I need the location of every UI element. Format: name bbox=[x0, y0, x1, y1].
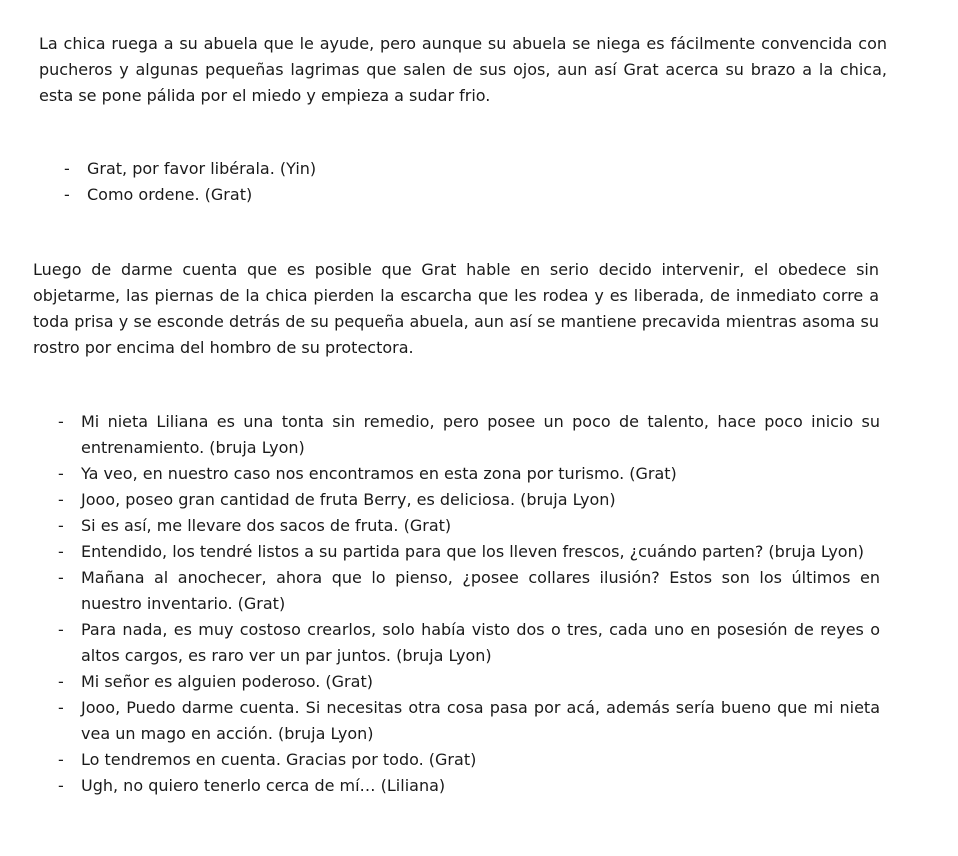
dialog-line bbox=[56, 461, 880, 487]
dialog-line bbox=[60, 156, 360, 182]
bullet-dash: - bbox=[58, 464, 64, 483]
dialog-text: Como ordene. (Grat) bbox=[87, 185, 253, 204]
dialog-line bbox=[56, 747, 880, 773]
dialog-line bbox=[56, 669, 880, 695]
bullet-dash: - bbox=[58, 516, 64, 535]
dialog-text: Ya veo, en nuestro caso nos encontramos en esta zona por turismo. (Grat) bbox=[81, 464, 677, 483]
bullet-dash: - bbox=[58, 412, 64, 431]
dialog-line bbox=[56, 773, 880, 799]
dialog-text: Mi nieta Liliana es una tonta sin remedio, pero posee un poco de talento, hace poco inicio su entrenamiento. (bruja Lyon) bbox=[81, 412, 880, 457]
dialog-list-2 bbox=[56, 409, 880, 799]
dialog-text: Jooo, poseo gran cantidad de fruta Berry, es deliciosa. (bruja Lyon) bbox=[81, 490, 616, 509]
dialog-text: Mi señor es alguien poderoso. (Grat) bbox=[81, 672, 373, 691]
bullet-dash: - bbox=[58, 568, 64, 587]
bullet-dash: - bbox=[58, 776, 64, 795]
dialog-text: Si es así, me llevare dos sacos de fruta. (Grat) bbox=[81, 516, 452, 535]
dialog-text: Jooo, Puedo darme cuenta. Si necesitas otra cosa pasa por acá, además sería bueno que mi nieta vea un mago en acción. (bruja Lyon) bbox=[81, 698, 880, 743]
dialog-line bbox=[56, 487, 880, 513]
bullet-dash: - bbox=[58, 672, 64, 691]
dialog-list-1 bbox=[60, 156, 360, 208]
paragraph-narration: Luego de darme cuenta que es posible que Grat hable en serio decido intervenir, el obedece sin objetarme, las piernas de la chica pierden la escarcha que les rodea y es liberada, de inmediato corre a toda prisa y se esconde detrás de su pequeña abuela, aun así se mantiene precavida mientras asoma su rostro por encima del hombro de su protectora. bbox=[33, 260, 879, 357]
dialog-text: Ugh, no quiero tenerlo cerca de mí… (Liliana) bbox=[81, 776, 446, 795]
bullet-dash: - bbox=[64, 159, 70, 178]
dialog-text: Lo tendremos en cuenta. Gracias por todo. (Grat) bbox=[81, 750, 477, 769]
dialog-text: Grat, por favor libérala. (Yin) bbox=[87, 159, 317, 178]
bullet-dash: - bbox=[58, 750, 64, 769]
dialog-line bbox=[56, 409, 880, 461]
dialog-line bbox=[56, 695, 880, 747]
bullet-dash: - bbox=[58, 542, 64, 561]
bullet-dash: - bbox=[64, 185, 70, 204]
bullet-dash: - bbox=[58, 698, 64, 717]
dialog-line bbox=[56, 617, 880, 669]
dialog-line bbox=[60, 182, 360, 208]
bullet-dash: - bbox=[58, 620, 64, 639]
dialog-text: Mañana al anochecer, ahora que lo pienso, ¿posee collares ilusión? Estos son los últimos en nuestro inventario. (Grat) bbox=[81, 568, 880, 613]
bullet-dash: - bbox=[58, 490, 64, 509]
dialog-text: Entendido, los tendré listos a su partida para que los lleven frescos, ¿cuándo parten? (bruja Lyon) bbox=[81, 542, 864, 561]
dialog-text: Para nada, es muy costoso crearlos, solo había visto dos o tres, cada uno en posesión de reyes o altos cargos, es raro ver un par juntos. (bruja Lyon) bbox=[81, 620, 880, 665]
dialog-line bbox=[56, 539, 880, 565]
dialog-line bbox=[56, 513, 880, 539]
paragraph-intro: La chica ruega a su abuela que le ayude, pero aunque su abuela se niega es fácilmente convencida con pucheros y algunas pequeñas lagrimas que salen de sus ojos, aun así Grat acerca su brazo a la chica, esta se pone pálida por el miedo y empieza a sudar frio. bbox=[39, 34, 887, 105]
dialog-line bbox=[56, 565, 880, 617]
